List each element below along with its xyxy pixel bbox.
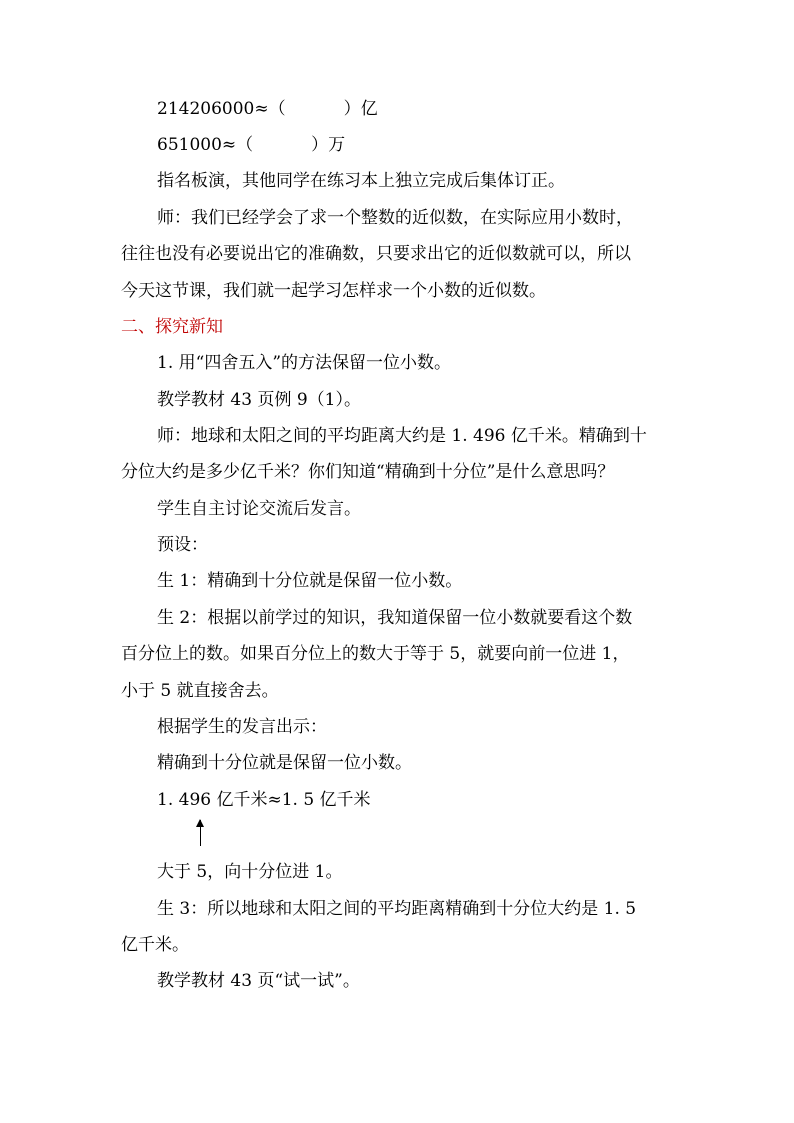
student-2-line-2: 百分位上的数。如果百分位上的数大于等于 5，就要向前一位进 1，: [121, 644, 630, 664]
approx-open: ≈（: [254, 99, 286, 119]
arrow-note: 大于 5，向十分位进 1。: [157, 862, 343, 882]
student-2-line-3: 小于 5 就直接舍去。: [121, 681, 279, 701]
show-label: 根据学生的发言出示：: [157, 717, 327, 737]
unit-close: ）亿: [343, 99, 378, 119]
preset-label: 预设：: [157, 535, 208, 555]
formula: 1. 496 亿千米≈1. 5 亿千米: [157, 790, 371, 810]
student-1: 生 1：精确到十分位就是保留一位小数。: [157, 571, 463, 591]
item-1: 1. 用“四舍五入”的方法保留一位小数。: [157, 353, 452, 373]
equation-line-2: [157, 135, 345, 155]
student-3-line-1: 生 3：所以地球和太阳之间的平均距离精确到十分位大约是 1. 5: [157, 899, 637, 919]
student-3-line-2: 亿千米。: [121, 935, 189, 955]
equation-line-1: [157, 99, 378, 119]
equation-number: 651000: [157, 135, 222, 155]
textbook-reference-2: 教学教材 43 页“试一试”。: [157, 971, 360, 991]
paragraph-teacher-line-1: 师：我们已经学会了求一个整数的近似数，在实际应用小数时，: [157, 208, 633, 228]
paragraph-teacher-b-line-1: 师：地球和太阳之间的平均距离大约是 1. 496 亿千米。精确到十: [157, 426, 647, 446]
section-heading: 二、探究新知: [121, 317, 223, 337]
equation-number: 214206000: [157, 99, 255, 119]
paragraph-board: 指名板演，其他同学在练习本上独立完成后集体订正。: [157, 171, 565, 191]
textbook-reference-1: 教学教材 43 页例 9（1）。: [157, 390, 361, 410]
paragraph-teacher-line-2: 往往也没有必要说出它的准确数，只要求出它的近似数就可以，所以: [121, 244, 631, 264]
precise-statement: 精确到十分位就是保留一位小数。: [157, 753, 412, 773]
paragraph-students: 学生自主讨论交流后发言。: [157, 499, 361, 519]
paragraph-teacher-b-line-2: 分位大约是多少亿千米？你们知道“精确到十分位”是什么意思吗？: [121, 462, 615, 482]
approx-open: ≈（: [221, 135, 254, 155]
arrow-head-icon: [196, 819, 204, 827]
unit-close: ）万: [311, 135, 346, 155]
student-2-line-1: 生 2：根据以前学过的知识，我知道保留一位小数就要看这个数: [157, 608, 633, 628]
paragraph-teacher-line-3: 今天这节课，我们就一起学习怎样求一个小数的近似数。: [121, 281, 546, 301]
